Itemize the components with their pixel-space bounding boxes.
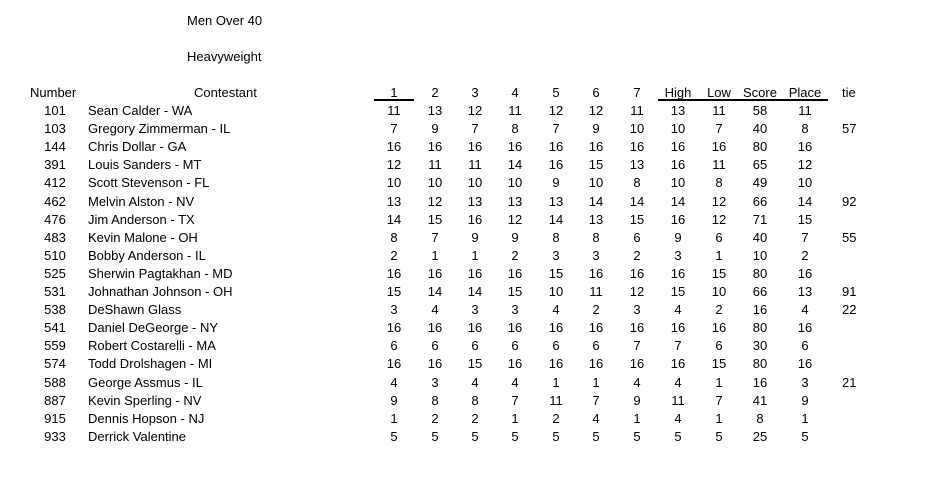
cell-score: 66 bbox=[752, 193, 768, 209]
cell-score: 49 bbox=[752, 175, 768, 191]
cell-tie: 21 bbox=[842, 374, 857, 390]
cell-contestant: Chris Dollar - GA bbox=[88, 139, 187, 155]
cell-tie: 55 bbox=[842, 229, 857, 245]
cell-judge-5: 10 bbox=[548, 284, 564, 299]
cell-judge-7: 8 bbox=[633, 175, 641, 191]
cell-low: 12 bbox=[711, 193, 727, 209]
cell-tie: 92 bbox=[842, 193, 857, 209]
cell-judge-5: 7 bbox=[552, 121, 560, 137]
cell-low: 12 bbox=[711, 211, 727, 227]
cell-judge-6: 10 bbox=[588, 175, 604, 191]
cell-contestant: Sherwin Pagtakhan - MD bbox=[88, 265, 233, 281]
cell-judge-3: 16 bbox=[467, 139, 483, 155]
cell-judge-3: 15 bbox=[467, 356, 483, 372]
cell-contestant: Derrick Valentine bbox=[88, 428, 187, 444]
cell-judge-3: 16 bbox=[467, 211, 483, 227]
cell-judge-5: 1 bbox=[552, 374, 560, 390]
cell-judge-1: 16 bbox=[386, 320, 402, 336]
cell-judge-5: 13 bbox=[548, 193, 564, 209]
cell-score: 16 bbox=[752, 302, 768, 318]
cell-place: 7 bbox=[801, 229, 809, 245]
cell-number: 538 bbox=[44, 302, 66, 318]
cell-judge-3: 3 bbox=[471, 302, 479, 318]
cell-score: 40 bbox=[752, 121, 768, 137]
cell-judge-6: 16 bbox=[588, 265, 604, 281]
cell-score: 16 bbox=[752, 374, 768, 390]
cell-judge-2: 12 bbox=[427, 193, 443, 209]
cell-judge-1: 3 bbox=[390, 302, 398, 318]
cell-number: 574 bbox=[44, 356, 66, 372]
cell-high: 16 bbox=[670, 356, 686, 372]
cell-judge-7: 3 bbox=[633, 302, 641, 318]
cell-score: 40 bbox=[752, 229, 768, 245]
cell-low: 11 bbox=[712, 103, 726, 118]
cell-score: 80 bbox=[752, 356, 768, 372]
cell-judge-4: 16 bbox=[507, 356, 523, 372]
cell-low: 2 bbox=[715, 302, 723, 318]
cell-judge-7: 16 bbox=[629, 320, 645, 336]
cell-contestant: Kevin Sperling - NV bbox=[88, 392, 202, 408]
cell-high: 16 bbox=[670, 157, 686, 173]
cell-judge-4: 12 bbox=[507, 211, 523, 227]
cell-judge-5: 14 bbox=[548, 211, 564, 227]
header-judge-6: 6 bbox=[592, 85, 600, 100]
cell-judge-7: 2 bbox=[633, 247, 641, 263]
cell-judge-6: 9 bbox=[592, 121, 600, 137]
cell-high: 14 bbox=[670, 193, 686, 209]
cell-score: 71 bbox=[752, 211, 768, 227]
cell-judge-5: 9 bbox=[552, 175, 560, 191]
cell-number: 541 bbox=[44, 320, 66, 336]
cell-high: 13 bbox=[670, 103, 686, 118]
cell-number: 933 bbox=[44, 428, 66, 444]
cell-judge-6: 7 bbox=[592, 392, 600, 408]
cell-high: 10 bbox=[670, 121, 686, 137]
cell-judge-3: 16 bbox=[467, 265, 483, 281]
cell-judge-1: 9 bbox=[390, 392, 398, 408]
cell-number: 476 bbox=[44, 211, 66, 227]
cell-judge-1: 8 bbox=[390, 229, 398, 245]
cell-judge-6: 16 bbox=[588, 139, 604, 155]
cell-number: 588 bbox=[44, 374, 66, 390]
cell-judge-5: 4 bbox=[552, 302, 560, 318]
cell-score: 30 bbox=[752, 338, 768, 354]
cell-judge-6: 5 bbox=[592, 428, 600, 444]
cell-judge-6: 4 bbox=[592, 410, 600, 426]
cell-place: 4 bbox=[801, 302, 809, 318]
cell-high: 10 bbox=[670, 175, 686, 191]
cell-place: 13 bbox=[797, 284, 813, 299]
cell-judge-4: 15 bbox=[507, 284, 523, 299]
cell-judge-1: 16 bbox=[386, 139, 402, 155]
cell-judge-4: 3 bbox=[511, 302, 519, 318]
cell-judge-1: 13 bbox=[386, 193, 402, 209]
cell-contestant: Johnathan Johnson - OH bbox=[88, 284, 233, 299]
cell-judge-3: 4 bbox=[471, 374, 479, 390]
header-low: Low bbox=[707, 85, 731, 100]
cell-judge-2: 4 bbox=[431, 302, 439, 318]
cell-judge-6: 8 bbox=[592, 229, 600, 245]
cell-high: 3 bbox=[674, 247, 682, 263]
cell-judge-2: 11 bbox=[428, 157, 442, 173]
cell-score: 80 bbox=[752, 320, 768, 336]
cell-judge-1: 5 bbox=[390, 428, 398, 444]
cell-judge-5: 2 bbox=[552, 410, 560, 426]
cell-judge-3: 10 bbox=[467, 175, 483, 191]
cell-number: 483 bbox=[44, 229, 66, 245]
cell-judge-6: 11 bbox=[589, 284, 603, 299]
cell-judge-3: 14 bbox=[467, 284, 483, 299]
cell-judge-7: 16 bbox=[629, 139, 645, 155]
cell-place: 15 bbox=[797, 211, 813, 227]
cell-judge-4: 16 bbox=[507, 265, 523, 281]
cell-place: 16 bbox=[797, 265, 813, 281]
cell-judge-2: 14 bbox=[427, 284, 443, 299]
cell-contestant: Kevin Malone - OH bbox=[88, 229, 198, 245]
cell-judge-1: 16 bbox=[386, 265, 402, 281]
cell-contestant: Jim Anderson - TX bbox=[88, 211, 195, 227]
cell-judge-2: 16 bbox=[427, 265, 443, 281]
cell-judge-5: 11 bbox=[549, 392, 563, 408]
header-score: Score bbox=[743, 85, 777, 100]
cell-judge-6: 2 bbox=[592, 302, 600, 318]
cell-judge-3: 7 bbox=[471, 121, 479, 137]
cell-high: 15 bbox=[670, 284, 686, 299]
cell-judge-2: 13 bbox=[427, 103, 443, 118]
cell-place: 16 bbox=[797, 356, 813, 372]
cell-low: 7 bbox=[715, 121, 723, 137]
cell-judge-1: 12 bbox=[386, 157, 402, 173]
cell-judge-7: 11 bbox=[630, 103, 644, 118]
cell-judge-5: 5 bbox=[552, 428, 560, 444]
cell-score: 41 bbox=[752, 392, 768, 408]
cell-judge-1: 2 bbox=[390, 247, 398, 263]
cell-high: 16 bbox=[670, 211, 686, 227]
cell-low: 5 bbox=[715, 428, 723, 444]
cell-contestant: Melvin Alston - NV bbox=[88, 193, 195, 209]
cell-judge-2: 16 bbox=[427, 320, 443, 336]
cell-contestant: Bobby Anderson - IL bbox=[88, 247, 206, 263]
cell-judge-4: 7 bbox=[511, 392, 519, 408]
cell-judge-7: 7 bbox=[633, 338, 641, 354]
cell-judge-3: 6 bbox=[471, 338, 479, 354]
cell-judge-3: 13 bbox=[467, 193, 483, 209]
cell-low: 7 bbox=[715, 392, 723, 408]
header-judge-7: 7 bbox=[633, 85, 641, 100]
cell-judge-2: 9 bbox=[431, 121, 439, 137]
header-contestant: Contestant bbox=[194, 85, 257, 100]
cell-judge-5: 6 bbox=[552, 338, 560, 354]
cell-low: 1 bbox=[715, 247, 723, 263]
cell-score: 58 bbox=[752, 103, 768, 118]
cell-judge-7: 10 bbox=[629, 121, 645, 137]
cell-judge-1: 16 bbox=[386, 356, 402, 372]
cell-judge-3: 5 bbox=[471, 428, 479, 444]
cell-judge-4: 13 bbox=[507, 193, 523, 209]
cell-place: 12 bbox=[797, 157, 813, 173]
cell-high: 16 bbox=[670, 139, 686, 155]
cell-contestant: Sean Calder - WA bbox=[88, 103, 193, 118]
cell-score: 80 bbox=[752, 139, 768, 155]
judges-underline bbox=[374, 99, 414, 101]
cell-judge-6: 15 bbox=[588, 157, 604, 173]
cell-judge-2: 5 bbox=[431, 428, 439, 444]
summary-underline bbox=[658, 99, 828, 101]
cell-judge-4: 2 bbox=[511, 247, 519, 263]
cell-contestant: Todd Drolshagen - MI bbox=[88, 356, 213, 372]
cell-judge-7: 13 bbox=[629, 157, 645, 173]
cell-judge-2: 16 bbox=[427, 356, 443, 372]
cell-judge-7: 1 bbox=[633, 410, 641, 426]
cell-contestant: George Assmus - IL bbox=[88, 374, 203, 390]
cell-judge-3: 1 bbox=[471, 247, 479, 263]
cell-judge-4: 16 bbox=[507, 139, 523, 155]
cell-number: 101 bbox=[44, 103, 66, 118]
header-place: Place bbox=[788, 85, 822, 100]
header-judge-3: 3 bbox=[471, 85, 479, 100]
cell-judge-5: 16 bbox=[548, 320, 564, 336]
cell-judge-2: 10 bbox=[427, 175, 443, 191]
cell-judge-6: 14 bbox=[588, 193, 604, 209]
cell-judge-1: 4 bbox=[390, 374, 398, 390]
cell-judge-1: 1 bbox=[390, 410, 398, 426]
cell-judge-7: 16 bbox=[629, 356, 645, 372]
cell-low: 10 bbox=[711, 284, 727, 299]
cell-judge-5: 15 bbox=[548, 265, 564, 281]
header-number: Number bbox=[30, 85, 77, 100]
cell-judge-2: 3 bbox=[431, 374, 439, 390]
cell-judge-6: 1 bbox=[592, 374, 600, 390]
cell-judge-1: 15 bbox=[386, 284, 402, 299]
cell-judge-6: 6 bbox=[592, 338, 600, 354]
cell-tie: 57 bbox=[842, 121, 857, 137]
cell-low: 6 bbox=[715, 338, 723, 354]
cell-contestant: Scott Stevenson - FL bbox=[88, 175, 210, 191]
cell-high: 16 bbox=[670, 265, 686, 281]
cell-judge-2: 15 bbox=[427, 211, 443, 227]
cell-judge-4: 8 bbox=[511, 121, 519, 137]
cell-judge-4: 10 bbox=[507, 175, 523, 191]
cell-contestant: Gregory Zimmerman - IL bbox=[88, 121, 231, 137]
cell-place: 1 bbox=[801, 410, 809, 426]
cell-judge-4: 9 bbox=[511, 229, 519, 245]
cell-judge-5: 12 bbox=[548, 103, 564, 118]
cell-judge-4: 5 bbox=[511, 428, 519, 444]
cell-judge-7: 12 bbox=[629, 284, 645, 299]
cell-tie: 91 bbox=[842, 284, 857, 299]
cell-number: 525 bbox=[44, 265, 66, 281]
cell-judge-2: 7 bbox=[431, 229, 439, 245]
cell-low: 1 bbox=[715, 374, 723, 390]
cell-number: 915 bbox=[44, 410, 66, 426]
cell-judge-6: 16 bbox=[588, 320, 604, 336]
cell-judge-7: 15 bbox=[629, 211, 645, 227]
cell-judge-4: 1 bbox=[511, 410, 519, 426]
header-high: High bbox=[664, 85, 692, 100]
cell-number: 510 bbox=[44, 247, 66, 263]
cell-high: 4 bbox=[674, 374, 682, 390]
cell-number: 462 bbox=[44, 193, 66, 209]
cell-contestant: Dennis Hopson - NJ bbox=[88, 410, 205, 426]
cell-low: 11 bbox=[712, 157, 726, 173]
cell-judge-7: 6 bbox=[633, 229, 641, 245]
cell-low: 1 bbox=[715, 410, 723, 426]
header-judge-5: 5 bbox=[552, 85, 560, 100]
header-judge-1: 1 bbox=[390, 85, 398, 100]
cell-place: 11 bbox=[798, 103, 812, 118]
cell-number: 144 bbox=[44, 139, 66, 155]
cell-place: 9 bbox=[801, 392, 809, 408]
cell-high: 9 bbox=[674, 229, 682, 245]
cell-judge-3: 16 bbox=[467, 320, 483, 336]
cell-place: 16 bbox=[797, 320, 813, 336]
cell-tie: 22 bbox=[842, 302, 857, 318]
cell-high: 7 bbox=[674, 338, 682, 354]
cell-score: 8 bbox=[756, 410, 764, 426]
cell-judge-2: 2 bbox=[431, 410, 439, 426]
cell-judge-3: 9 bbox=[471, 229, 479, 245]
cell-judge-5: 16 bbox=[548, 356, 564, 372]
cell-judge-1: 11 bbox=[387, 103, 401, 118]
cell-judge-6: 12 bbox=[588, 103, 604, 118]
cell-place: 5 bbox=[801, 428, 809, 444]
cell-judge-6: 3 bbox=[592, 247, 600, 263]
cell-judge-5: 3 bbox=[552, 247, 560, 263]
cell-judge-4: 11 bbox=[508, 103, 522, 118]
cell-judge-4: 14 bbox=[507, 157, 523, 173]
cell-judge-3: 12 bbox=[467, 103, 483, 118]
cell-score: 80 bbox=[752, 265, 768, 281]
cell-number: 887 bbox=[44, 392, 66, 408]
cell-contestant: Louis Sanders - MT bbox=[88, 157, 202, 173]
cell-judge-7: 4 bbox=[633, 374, 641, 390]
cell-high: 5 bbox=[674, 428, 682, 444]
cell-low: 8 bbox=[715, 175, 723, 191]
cell-judge-2: 8 bbox=[431, 392, 439, 408]
cell-contestant: Robert Costarelli - MA bbox=[88, 338, 216, 354]
cell-low: 16 bbox=[711, 320, 727, 336]
cell-judge-7: 5 bbox=[633, 428, 641, 444]
division-title: Heavyweight bbox=[187, 49, 262, 64]
cell-judge-7: 16 bbox=[629, 265, 645, 281]
header-judge-2: 2 bbox=[431, 85, 439, 100]
cell-judge-2: 16 bbox=[427, 139, 443, 155]
cell-number: 531 bbox=[44, 284, 66, 299]
cell-contestant: Daniel DeGeorge - NY bbox=[88, 320, 219, 336]
cell-number: 412 bbox=[44, 175, 66, 191]
cell-number: 391 bbox=[44, 157, 66, 173]
cell-number: 559 bbox=[44, 338, 66, 354]
cell-judge-5: 16 bbox=[548, 139, 564, 155]
cell-judge-5: 16 bbox=[548, 157, 564, 173]
header-judge-4: 4 bbox=[511, 85, 519, 100]
cell-high: 4 bbox=[674, 410, 682, 426]
cell-contestant: DeShawn Glass bbox=[88, 302, 182, 318]
cell-judge-1: 10 bbox=[386, 175, 402, 191]
cell-judge-6: 13 bbox=[588, 211, 604, 227]
cell-place: 2 bbox=[801, 247, 809, 263]
cell-judge-4: 16 bbox=[507, 320, 523, 336]
cell-judge-7: 9 bbox=[633, 392, 641, 408]
cell-place: 10 bbox=[797, 175, 813, 191]
cell-low: 6 bbox=[715, 229, 723, 245]
cell-score: 25 bbox=[752, 428, 768, 444]
cell-judge-6: 16 bbox=[588, 356, 604, 372]
cell-judge-5: 8 bbox=[552, 229, 560, 245]
cell-low: 15 bbox=[711, 356, 727, 372]
cell-place: 3 bbox=[801, 374, 809, 390]
cell-number: 103 bbox=[44, 121, 66, 137]
category-title: Men Over 40 bbox=[187, 13, 263, 28]
cell-score: 65 bbox=[752, 157, 768, 173]
cell-place: 16 bbox=[797, 139, 813, 155]
cell-high: 11 bbox=[671, 392, 685, 408]
cell-place: 6 bbox=[801, 338, 809, 354]
cell-low: 16 bbox=[711, 139, 727, 155]
cell-judge-2: 1 bbox=[431, 247, 439, 263]
cell-low: 15 bbox=[711, 265, 727, 281]
cell-high: 16 bbox=[670, 320, 686, 336]
cell-judge-3: 8 bbox=[471, 392, 479, 408]
cell-place: 8 bbox=[801, 121, 809, 137]
cell-judge-4: 6 bbox=[511, 338, 519, 354]
cell-score: 66 bbox=[752, 284, 768, 299]
cell-judge-1: 14 bbox=[386, 211, 402, 227]
cell-place: 14 bbox=[797, 193, 813, 209]
cell-judge-3: 2 bbox=[471, 410, 479, 426]
cell-judge-1: 6 bbox=[390, 338, 398, 354]
cell-judge-2: 6 bbox=[431, 338, 439, 354]
cell-judge-4: 4 bbox=[511, 374, 519, 390]
cell-judge-1: 7 bbox=[390, 121, 398, 137]
cell-judge-3: 11 bbox=[468, 157, 482, 173]
cell-score: 10 bbox=[752, 247, 768, 263]
cell-judge-7: 14 bbox=[629, 193, 645, 209]
header-tie: tie bbox=[842, 85, 856, 100]
cell-high: 4 bbox=[674, 302, 682, 318]
